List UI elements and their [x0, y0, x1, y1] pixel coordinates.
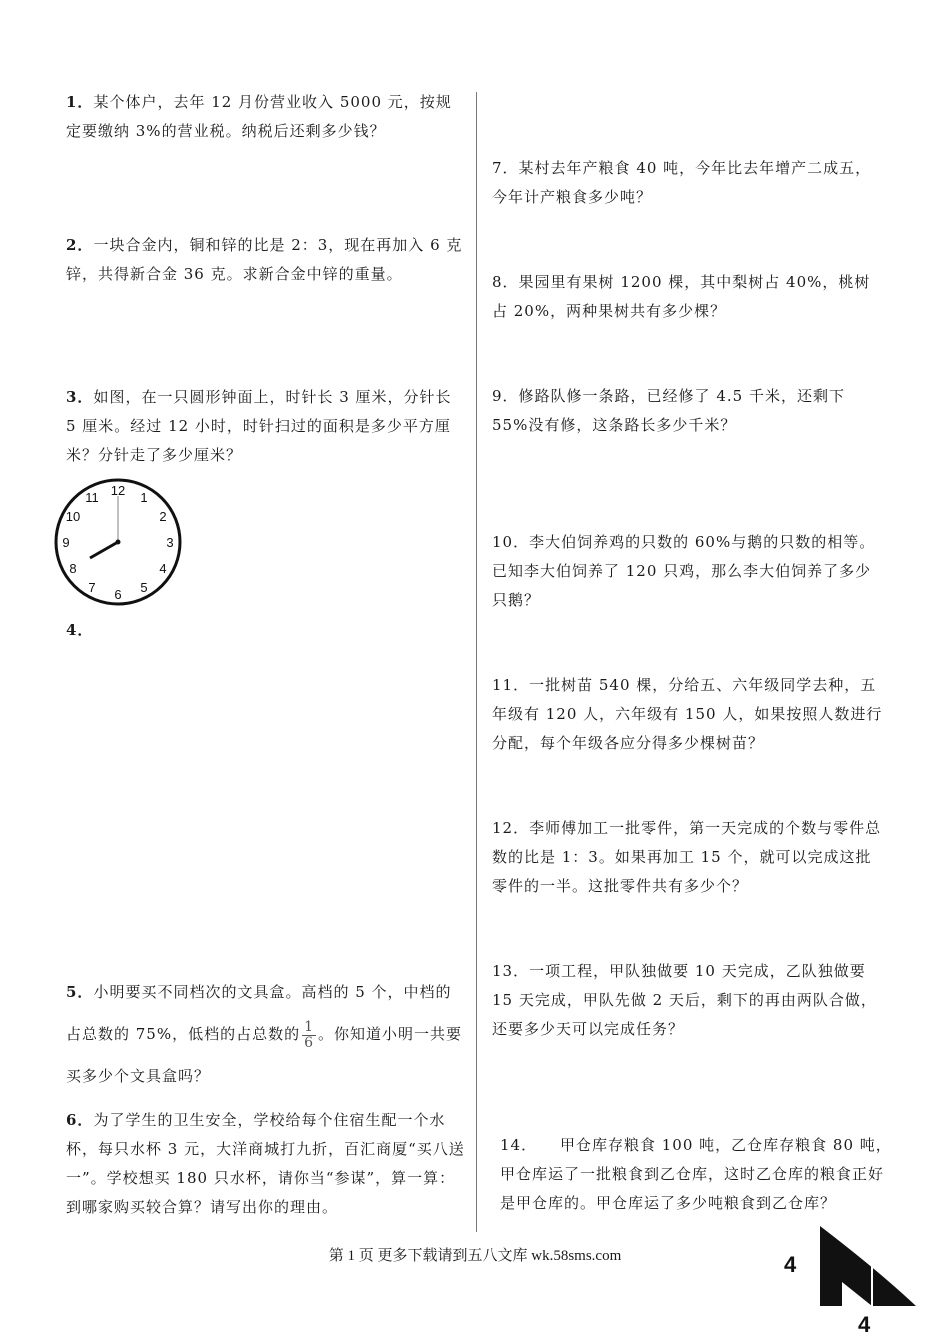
clock-numeral: 3: [166, 535, 174, 550]
question-number: 11．: [492, 676, 530, 694]
question-text: 某个体户，去年 12 月份营业收入 5000 元，按规定要缴纳 3%的营业税。纳税后还剩多少钱？: [66, 93, 452, 140]
triangle-figure: [780, 1222, 930, 1334]
question-14: [500, 1131, 892, 1218]
clock-numeral: 6: [114, 587, 122, 602]
figure-label-bottom: 4: [858, 1312, 871, 1334]
question-number: 9．: [492, 387, 519, 405]
clock-numeral: 10: [65, 509, 81, 524]
question-number: 14．: [500, 1136, 538, 1154]
question-number: 6．: [66, 1111, 94, 1129]
clock-numeral: 7: [88, 580, 96, 595]
question-text: 某村去年产粮食 40 吨，今年比去年增产二成五，今年计产粮食多少吨？: [492, 159, 872, 206]
question-number: 4．: [66, 621, 94, 639]
triangle-shape: [820, 1226, 916, 1306]
clock-numeral: 11: [85, 490, 99, 505]
question-text-cont: 。你知道小明一共要买多少个文具盒吗？: [66, 1025, 463, 1085]
clock-numeral: 9: [62, 535, 70, 550]
question-7: [492, 154, 886, 212]
hour-hand: [90, 542, 118, 558]
question-number: 10．: [492, 533, 530, 551]
question-number: 3．: [66, 388, 94, 406]
question-text: 修路队修一条路，已经修了 4.5 千米，还剩下 55%没有修，这条路长多少千米？: [492, 387, 845, 434]
clock-numeral: 2: [159, 509, 167, 524]
question-1: [66, 88, 466, 146]
question-text: 一块合金内，铜和锌的比是 2：3，现在再加入 6 克锌，共得新合金 36 克。求新合金中锌的重量。: [66, 236, 463, 283]
question-3: [66, 383, 466, 470]
clock-numeral: 5: [140, 580, 148, 595]
question-number: 7．: [492, 159, 519, 177]
fraction-one-sixth: $\frac{1}{6}$: [304, 1018, 315, 1051]
clock-figure: [52, 478, 186, 608]
question-number: 5．: [66, 983, 94, 1001]
question-number: 8．: [492, 273, 519, 291]
clock-center: [116, 540, 121, 545]
question-text: 一批树苗 540 棵，分给五、六年级同学去种，五年级有 120 人，六年级有 150 人，如果按照人数进行分配，每个年级各应分得多少棵树苗？: [492, 676, 883, 752]
question-text: 李师傅加工一批零件，第一天完成的个数与零件总数的比是 1：3。如果再加工 15 个，就可以完成这批零件的一半。这批零件共有多少个？: [492, 819, 882, 895]
question-text: 为了学生的卫生安全，学校给每个住宿生配一个水杯，每只水杯 3 元，大洋商城打九折，百汇商厦“买八送一”。学校想买 180 只水杯，请你当“参谋”，算一算：到哪家购买较合算？请写出你的理由。: [66, 1111, 465, 1216]
clock-numeral: 12: [110, 483, 126, 498]
question-text: 一项工程，甲队独做要 10 天完成，乙队独做要 15 天完成，甲队先做 2 天后，剩下的再由两队合做，还要多少天可以完成任务？: [492, 962, 877, 1038]
figure-label-left: 4: [784, 1252, 797, 1277]
clock-numeral: 1: [140, 490, 148, 505]
clock-numeral: 8: [69, 561, 77, 576]
question-number: 2．: [66, 236, 94, 254]
question-5: [66, 971, 466, 1097]
question-text: 小明要买不同档次的文具盒。高档的 5 个，中档的占总数的 75%，低档的占总数的: [66, 983, 452, 1043]
question-6: [66, 1106, 470, 1222]
question-number: 12．: [492, 819, 530, 837]
question-13: [492, 957, 886, 1044]
question-10: [492, 528, 886, 615]
question-text: 果园里有果树 1200 棵，其中梨树占 40%，桃树占 20%，两种果树共有多少棵？: [492, 273, 871, 320]
question-text: 如图，在一只圆形钟面上，时针长 3 厘米，分针长 5 厘米。经过 12 小时，时针扫过的面积是多少平方厘米？分针走了多少厘米？: [66, 388, 452, 464]
question-number: 13．: [492, 962, 530, 980]
question-text: 李大伯饲养鸡的只数的 60%与鹅的只数的相等。已知李大伯饲养了 120 只鸡，那么李大伯饲养了多少只鹅？: [492, 533, 876, 609]
question-9: [492, 382, 886, 440]
column-divider: [476, 92, 477, 1232]
clock-numeral: 4: [159, 561, 167, 576]
question-number: 1．: [66, 93, 94, 111]
question-11: [492, 671, 886, 758]
question-4: [66, 616, 466, 645]
question-12: [492, 814, 886, 901]
question-2: [66, 231, 466, 289]
question-8: [492, 268, 886, 326]
question-text: 甲仓库存粮食 100 吨，乙仓库存粮食 80 吨，甲仓库运了一批粮食到乙仓库，这时乙仓库的粮食正好是甲仓库的。甲仓库运了多少吨粮食到乙仓库？: [500, 1136, 892, 1212]
page-footer: 第 1 页 更多下载请到五八文库 wk.58sms.com: [328, 1248, 622, 1264]
